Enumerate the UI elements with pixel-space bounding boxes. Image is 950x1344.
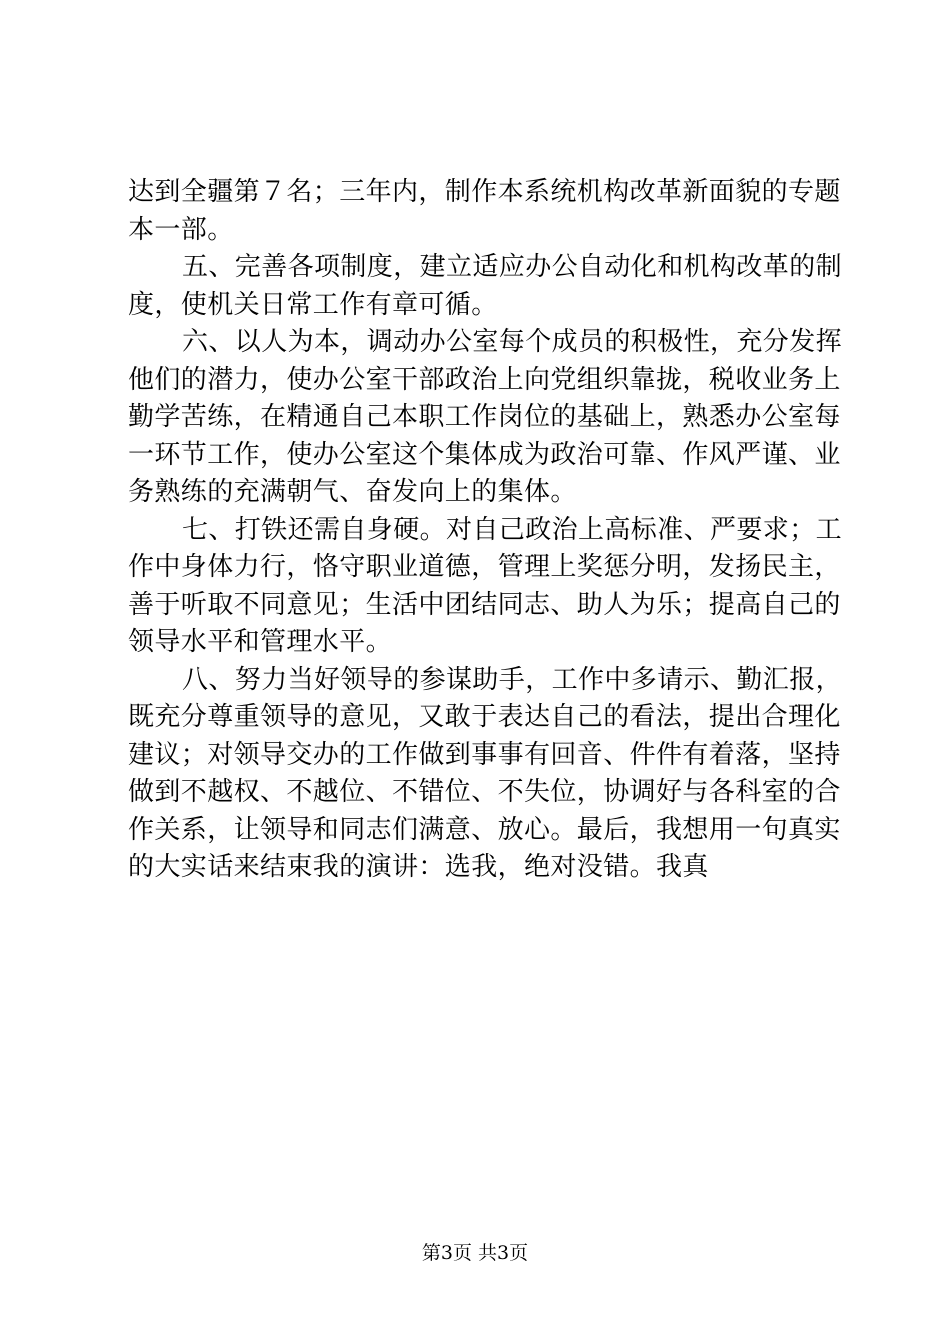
text-line: 他们的潜力，使办公室干部政治上向党组织靠拢，税收业务上 xyxy=(128,364,841,395)
text-line: 做到不越权、不越位、不错位、不失位，协调好与各科室的合 xyxy=(128,777,841,807)
page-number-label: 第3页 共3页 xyxy=(421,1242,529,1264)
text-line: 领导水平和管理水平。 xyxy=(128,627,393,657)
text-line: 五、完善各项制度，建立适应办公自动化和机构改革的制 xyxy=(182,252,843,282)
text-line: 八、努力当好领导的参谋助手，工作中多请示、勤汇报， xyxy=(182,664,843,695)
text-line: 建议；对领导交办的工作做到事事有回音、件件有着落，坚持 xyxy=(128,739,841,770)
text-line: 七、打铁还需自身硬。对自己政治上高标准、严要求；工 xyxy=(182,514,843,545)
paragraph-1 xyxy=(128,174,841,249)
paragraph-3 xyxy=(128,324,843,512)
text-line: 务熟练的充满朝气、奋发向上的集体。 xyxy=(128,477,577,507)
text-line: 善于听取不同意见；生活中团结同志、助人为乐；提高自己的 xyxy=(128,589,841,620)
text-line: 六、以人为本，调动办公室每个成员的积极性，充分发挥 xyxy=(182,327,843,357)
paragraph-2 xyxy=(128,249,843,324)
page-footer xyxy=(0,1240,950,1266)
paragraph-5 xyxy=(128,662,843,887)
text-line: 勤学苦练，在精通自己本职工作岗位的基础上，熟悉办公室每 xyxy=(128,402,841,432)
text-line: 一环节工作，使办公室这个集体成为政治可靠、作风严谨、业 xyxy=(128,439,841,470)
text-line: 既充分尊重领导的意见，又敢于表达自己的看法，提出合理化 xyxy=(128,702,841,732)
text-line: 本一部。 xyxy=(128,214,234,245)
text-line: 作中身体力行，恪守职业道德，管理上奖惩分明，发扬民主， xyxy=(128,552,841,582)
paragraph-4 xyxy=(128,512,843,662)
document-body xyxy=(128,174,843,887)
text-line: 达到全疆第７名；三年内，制作本系统机构改革新面貌的专题 xyxy=(128,177,841,207)
text-line: 的大实话来结束我的演讲：选我，绝对没错。我真 xyxy=(128,852,709,882)
text-line: 度，使机关日常工作有章可循。 xyxy=(128,289,498,320)
text-line: 作关系，让领导和同志们满意、放心。最后，我想用一句真实 xyxy=(128,814,841,845)
